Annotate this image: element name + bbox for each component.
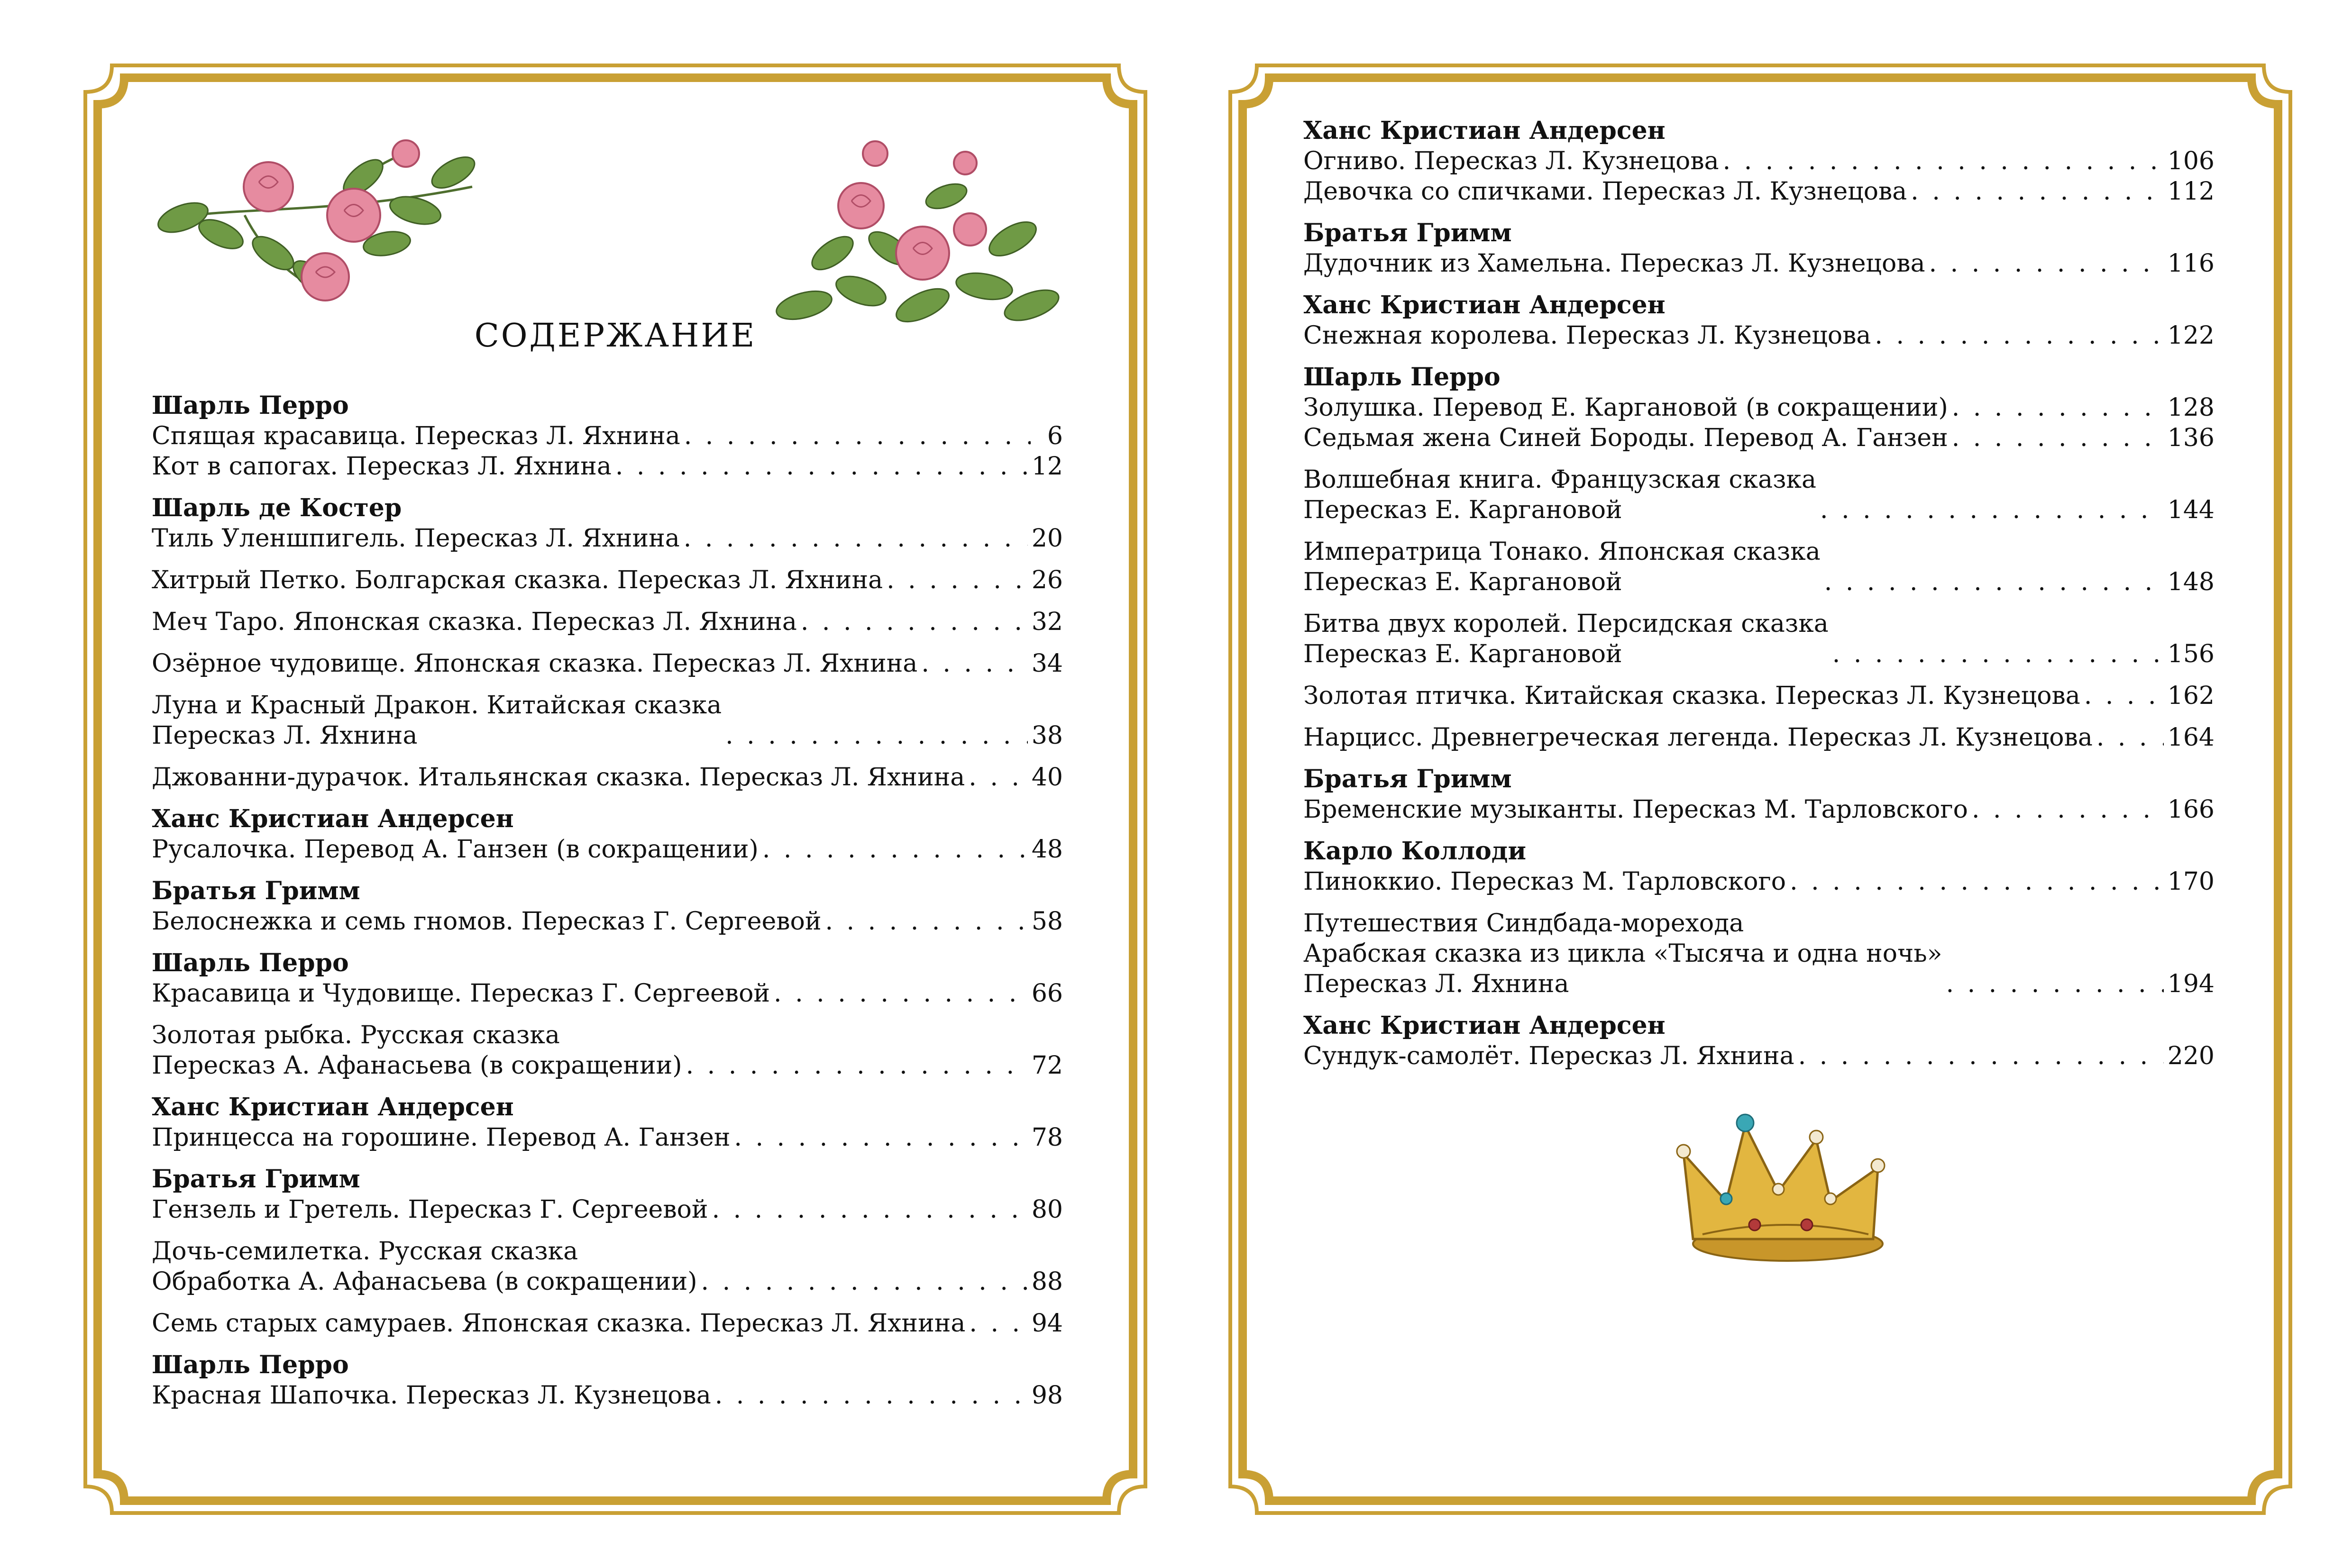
toc-group xyxy=(152,1020,1063,1081)
toc-group xyxy=(1303,290,2215,351)
toc-entry-title: Дочь-семилетка. Русская сказка Обработка А. Афанасьева (в сокращении) xyxy=(152,1237,697,1296)
toc-group xyxy=(1303,362,2215,453)
toc-group xyxy=(152,804,1063,865)
toc-page-number: 112 xyxy=(2167,177,2215,206)
toc-leader-dots xyxy=(684,523,1028,554)
toc-entry[interactable] xyxy=(1303,146,2215,176)
toc-page-number: 136 xyxy=(2167,424,2215,452)
toc-leader-dots xyxy=(686,1050,1028,1081)
toc-group xyxy=(1303,609,2215,669)
toc-entry[interactable] xyxy=(152,565,1063,595)
toc-author: Братья Гримм xyxy=(1303,219,1512,247)
toc-leader-dots xyxy=(887,565,1028,595)
toc-entry-title: Золотая птичка. Китайская сказка. Пересказ Л. Кузнецова xyxy=(1303,682,2080,710)
toc-entry-title: Бременские музыканты. Пересказ М. Тарловского xyxy=(1303,795,1968,824)
toc-entry[interactable] xyxy=(1303,320,2215,351)
toc-leader-dots xyxy=(1929,248,2164,279)
toc-leader-dots xyxy=(715,1380,1028,1411)
toc-entry[interactable] xyxy=(1303,681,2215,711)
toc-page-number: 20 xyxy=(1031,524,1063,553)
toc-leader-dots xyxy=(734,1122,1027,1153)
crown-icon xyxy=(1674,1097,1892,1267)
toc-leader-dots xyxy=(2096,722,2164,753)
right-page xyxy=(1228,64,2292,1515)
toc-leader-dots xyxy=(1824,567,2164,597)
toc-entry-title: Луна и Красный Дракон. Китайская сказка Пересказ Л. Яхнина xyxy=(152,691,722,750)
toc-entry[interactable] xyxy=(152,523,1063,554)
toc-leader-dots xyxy=(801,607,1028,637)
left-page xyxy=(83,64,1147,1515)
toc-entry[interactable] xyxy=(152,834,1063,865)
toc-page-number: 162 xyxy=(2167,682,2215,710)
toc-entry[interactable] xyxy=(1303,1041,2215,1071)
toc-entry[interactable] xyxy=(1303,176,2215,207)
toc-group xyxy=(152,762,1063,793)
toc-author: Ханс Кристиан Андерсен xyxy=(152,1093,514,1121)
toc-entry[interactable] xyxy=(1303,537,2215,597)
rose-bouquet-icon xyxy=(150,135,482,315)
toc-leader-dots xyxy=(762,834,1028,865)
toc-entry[interactable] xyxy=(1303,908,2215,999)
toc-entry-title: Волшебная книга. Французская сказка Пересказ Е. Каргановой xyxy=(1303,465,1817,524)
toc-page-number: 148 xyxy=(2167,568,2215,596)
toc-page-number: 122 xyxy=(2167,321,2215,350)
toc-page-number: 106 xyxy=(2167,147,2215,175)
toc-leader-dots xyxy=(1723,146,2164,176)
toc-group xyxy=(1303,537,2215,597)
toc-entry-title: Меч Таро. Японская сказка. Пересказ Л. Яхнина xyxy=(152,608,797,636)
toc-author: Карло Коллоди xyxy=(1303,837,1527,866)
toc-entry[interactable] xyxy=(152,1194,1063,1225)
toc-entry-title: Седьмая жена Синей Бороды. Перевод А. Ганзен xyxy=(1303,424,1948,452)
toc-leader-dots xyxy=(1820,495,2164,525)
toc-page-number: 48 xyxy=(1031,835,1063,864)
toc-entry-title: Дудочник из Хамельна. Пересказ Л. Кузнецова xyxy=(1303,249,1925,278)
toc-page-number: 220 xyxy=(2167,1042,2215,1070)
toc-group xyxy=(1303,465,2215,525)
toc-entry[interactable] xyxy=(152,607,1063,637)
toc-entry-title: Сундук-самолёт. Пересказ Л. Яхнина xyxy=(1303,1042,1794,1070)
toc-leader-dots xyxy=(774,978,1028,1009)
toc-group xyxy=(152,1308,1063,1339)
toc-page-number: 38 xyxy=(1031,721,1063,750)
toc-author: Ханс Кристиан Андерсен xyxy=(1303,291,1666,319)
toc-page-number: 98 xyxy=(1031,1381,1063,1410)
toc-page-number: 12 xyxy=(1031,452,1063,481)
toc-group xyxy=(1303,681,2215,711)
toc-left xyxy=(152,391,1063,1422)
toc-entry[interactable] xyxy=(1303,866,2215,897)
toc-author: Братья Гримм xyxy=(1303,765,1512,793)
toc-group xyxy=(1303,218,2215,279)
toc-entry[interactable] xyxy=(1303,722,2215,753)
toc-entry-title: Нарцисс. Древнегреческая легенда. Пересказ Л. Кузнецова xyxy=(1303,723,2093,752)
toc-entry-title: Путешествия Синдбада-морехода Арабская сказка из цикла «Тысяча и одна ночь» Пересказ Л. Яхнина xyxy=(1303,909,1942,998)
toc-leader-dots xyxy=(684,421,1031,451)
toc-leader-dots xyxy=(1946,969,2164,999)
toc-page-number: 194 xyxy=(2167,970,2215,998)
toc-entry-title: Золушка. Перевод Е. Каргановой (в сокращении) xyxy=(1303,393,1948,422)
toc-leader-dots xyxy=(1790,866,2164,897)
toc-author: Ханс Кристиан Андерсен xyxy=(1303,1011,1666,1040)
toc-page-number: 72 xyxy=(1031,1051,1063,1080)
toc-leader-dots xyxy=(701,1267,1028,1297)
toc-group xyxy=(152,648,1063,679)
toc-group xyxy=(152,1350,1063,1411)
toc-leader-dots xyxy=(1911,176,2163,207)
toc-author: Братья Гримм xyxy=(152,876,360,905)
toc-leader-dots xyxy=(1972,794,2164,825)
toc-author: Ханс Кристиан Андерсен xyxy=(152,804,514,833)
toc-group xyxy=(152,1236,1063,1297)
toc-page-number: 166 xyxy=(2167,795,2215,824)
toc-entry[interactable] xyxy=(1303,423,2215,453)
toc-entry-title: Битва двух королей. Персидская сказка Пересказ Е. Каргановой xyxy=(1303,610,1829,668)
toc-page-number: 34 xyxy=(1031,649,1063,678)
toc-leader-dots xyxy=(1798,1041,2164,1071)
toc-leader-dots xyxy=(712,1194,1028,1225)
toc-entry-title: Джованни-дурачок. Итальянская сказка. Пересказ Л. Яхнина xyxy=(152,763,965,792)
toc-right xyxy=(1303,116,2215,1083)
toc-entry-title: Белоснежка и семь гномов. Пересказ Г. Сергеевой xyxy=(152,907,822,936)
toc-leader-dots xyxy=(725,720,1028,751)
toc-entry[interactable] xyxy=(152,762,1063,793)
toc-page-number: 156 xyxy=(2167,640,2215,668)
toc-page-number: 26 xyxy=(1031,566,1063,594)
toc-entry[interactable] xyxy=(152,1380,1063,1411)
toc-entry[interactable] xyxy=(1303,392,2215,423)
toc-author: Шарль Перро xyxy=(152,391,349,420)
toc-leader-dots xyxy=(2084,681,2164,711)
toc-entry-title: Девочка со спичками. Пересказ Л. Кузнецова xyxy=(1303,177,1907,206)
toc-group xyxy=(152,948,1063,1009)
toc-entry-title: Золотая рыбка. Русская сказка Пересказ А. Афанасьева (в сокращении) xyxy=(152,1021,682,1080)
toc-entry[interactable] xyxy=(152,690,1063,751)
toc-leader-dots xyxy=(825,906,1027,937)
toc-entry-title: Красная Шапочка. Пересказ Л. Кузнецова xyxy=(152,1381,711,1410)
toc-entry-title: Огниво. Пересказ Л. Кузнецова xyxy=(1303,147,1719,175)
toc-group xyxy=(152,607,1063,637)
toc-entry-title: Снежная королева. Пересказ Л. Кузнецова xyxy=(1303,321,1871,350)
toc-entry-title: Спящая красавица. Пересказ Л. Яхнина xyxy=(152,422,680,450)
toc-leader-dots xyxy=(615,451,1028,482)
toc-entry[interactable] xyxy=(152,451,1063,482)
page-title: СОДЕРЖАНИЕ xyxy=(474,317,757,355)
toc-entry-title: Тиль Уленшпигель. Пересказ Л. Яхнина xyxy=(152,524,680,553)
toc-group xyxy=(1303,116,2215,207)
toc-page-number: 58 xyxy=(1031,907,1063,936)
toc-group xyxy=(1303,908,2215,999)
toc-entry[interactable] xyxy=(152,648,1063,679)
toc-page-number: 40 xyxy=(1031,763,1063,792)
toc-page-number: 94 xyxy=(1031,1309,1063,1338)
toc-leader-dots xyxy=(969,1308,1027,1339)
toc-entry[interactable] xyxy=(152,906,1063,937)
toc-page-number: 170 xyxy=(2167,867,2215,896)
toc-page-number: 6 xyxy=(1047,422,1063,450)
toc-leader-dots xyxy=(1875,320,2163,351)
toc-entry[interactable] xyxy=(1303,794,2215,825)
toc-page-number: 144 xyxy=(2167,496,2215,524)
toc-entry-title: Гензель и Гретель. Пересказ Г. Сергеевой xyxy=(152,1195,708,1224)
toc-entry-title: Красавица и Чудовище. Пересказ Г. Сергеевой xyxy=(152,979,770,1008)
toc-page-number: 32 xyxy=(1031,608,1063,636)
toc-entry[interactable] xyxy=(152,421,1063,451)
toc-page-number: 66 xyxy=(1031,979,1063,1008)
toc-author: Шарль Перро xyxy=(1303,363,1501,392)
toc-entry[interactable] xyxy=(152,1308,1063,1339)
toc-group xyxy=(152,1092,1063,1153)
toc-entry[interactable] xyxy=(1303,609,2215,669)
toc-entry[interactable] xyxy=(152,1122,1063,1153)
toc-author: Братья Гримм xyxy=(152,1165,360,1194)
toc-leader-dots xyxy=(969,762,1028,793)
toc-group xyxy=(152,1164,1063,1225)
toc-entry[interactable] xyxy=(152,978,1063,1009)
toc-group xyxy=(152,565,1063,595)
toc-entry-title: Пиноккио. Пересказ М. Тарловского xyxy=(1303,867,1786,896)
toc-entry[interactable] xyxy=(152,1236,1063,1297)
toc-page-number: 128 xyxy=(2167,393,2215,422)
rose-bouquet-icon xyxy=(766,135,1070,334)
toc-entry[interactable] xyxy=(1303,248,2215,279)
toc-group xyxy=(1303,764,2215,825)
toc-entry-title: Озёрное чудовище. Японская сказка. Пересказ Л. Яхнина xyxy=(152,649,918,678)
toc-leader-dots xyxy=(1952,392,2164,423)
toc-entry-title: Семь старых самураев. Японская сказка. Пересказ Л. Яхнина xyxy=(152,1309,966,1338)
toc-group xyxy=(152,876,1063,937)
toc-entry-title: Императрица Тонако. Японская сказка Пересказ Е. Каргановой xyxy=(1303,538,1821,596)
toc-page-number: 78 xyxy=(1031,1123,1063,1152)
toc-page-number: 116 xyxy=(2167,249,2215,278)
toc-entry-title: Хитрый Петко. Болгарская сказка. Пересказ Л. Яхнина xyxy=(152,566,883,594)
toc-group xyxy=(1303,1011,2215,1071)
toc-group xyxy=(1303,836,2215,897)
toc-entry[interactable] xyxy=(1303,465,2215,525)
toc-leader-dots xyxy=(1952,423,2164,453)
toc-page-number: 164 xyxy=(2167,723,2215,752)
toc-leader-dots xyxy=(1832,639,2164,669)
toc-entry-title: Русалочка. Перевод А. Ганзен (в сокращении) xyxy=(152,835,759,864)
toc-group xyxy=(152,391,1063,482)
toc-group xyxy=(1303,722,2215,753)
toc-leader-dots xyxy=(921,648,1028,679)
toc-page-number: 88 xyxy=(1031,1267,1063,1296)
toc-group xyxy=(152,493,1063,554)
toc-entry[interactable] xyxy=(152,1020,1063,1081)
toc-entry-title: Принцесса на горошине. Перевод А. Ганзен xyxy=(152,1123,731,1152)
toc-author: Шарль Перро xyxy=(152,948,349,977)
toc-author: Шарль Перро xyxy=(152,1350,349,1379)
toc-author: Шарль де Костер xyxy=(152,493,402,522)
toc-entry-title: Кот в сапогах. Пересказ Л. Яхнина xyxy=(152,452,612,481)
toc-author: Ханс Кристиан Андерсен xyxy=(1303,116,1666,145)
toc-group xyxy=(152,690,1063,751)
toc-page-number: 80 xyxy=(1031,1195,1063,1224)
